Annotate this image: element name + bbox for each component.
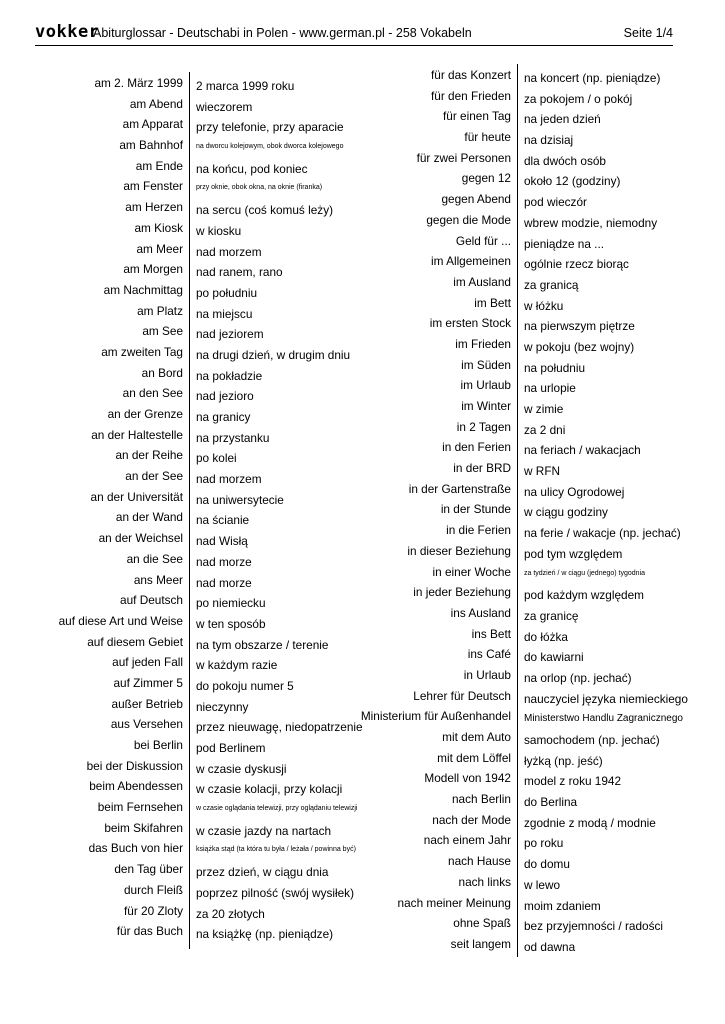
- polish-translation: wbrew modzie, niemodny: [524, 215, 658, 230]
- polish-translation: w RFN: [524, 464, 561, 479]
- polish-translation: po kolei: [196, 451, 237, 466]
- german-term: am Morgen: [123, 262, 183, 277]
- polish-translation: na ścianie: [196, 513, 250, 528]
- german-term: in dieser Beziehung: [407, 543, 511, 558]
- polish-translation: na książkę (np. pieniądze): [196, 927, 334, 942]
- polish-translation: w czasie dyskusji: [196, 761, 287, 776]
- polish-translation: na końcu, pod koniec: [196, 161, 308, 176]
- german-term: am Herzen: [125, 200, 183, 215]
- polish-translation: nad jezioro: [196, 389, 254, 404]
- german-term: in der Gartenstraße: [408, 481, 511, 496]
- german-term: am Nachmittag: [103, 282, 183, 297]
- polish-translation: do łóżka: [524, 629, 568, 644]
- german-term: seit langem: [450, 936, 511, 951]
- polish-translation: od dawna: [524, 939, 576, 954]
- german-term: an der Reihe: [115, 448, 183, 463]
- german-term: am Apparat: [122, 117, 183, 132]
- polish-translation: w pokoju (bez wojny): [524, 339, 635, 354]
- polish-translation: za granicą: [524, 277, 579, 292]
- polish-translation: na jeden dzień: [524, 112, 601, 127]
- german-term: im Bett: [474, 295, 511, 310]
- polish-translation: nad ranem, rano: [196, 265, 283, 280]
- vokker-logo: vokker: [35, 22, 100, 42]
- page-header: [35, 22, 673, 44]
- polish-translation: na orlop (np. jechać): [524, 670, 632, 685]
- german-term: auf diesem Gebiet: [87, 634, 183, 649]
- polish-translation: nad Wisłą: [196, 534, 248, 549]
- german-term: Modell von 1942: [424, 771, 511, 786]
- german-term: ins Bett: [471, 626, 511, 641]
- polish-translation: do domu: [524, 857, 570, 872]
- german-term: bei der Diskussion: [86, 758, 183, 773]
- polish-translation: na granicy: [196, 410, 251, 424]
- polish-translation: na dzisiaj: [524, 133, 574, 148]
- polish-translation: nad jeziorem: [196, 327, 264, 342]
- polish-translation: przy telefonie, przy aparacie: [196, 120, 344, 135]
- german-term: für einen Tag: [443, 109, 511, 124]
- polish-translation: pod tym względem: [524, 546, 623, 561]
- polish-translation: za tydzień / w ciągu (jednego) tygodnia: [524, 569, 646, 577]
- polish-translation: na miejscu: [196, 306, 253, 321]
- german-term: auf Deutsch: [120, 593, 183, 608]
- polish-translation: za 20 złotych: [196, 906, 265, 921]
- german-term: an der See: [125, 469, 183, 484]
- polish-translation: książka stąd (ta która tu była / leżała / powinna być): [196, 846, 356, 854]
- right-column-divider: [517, 64, 518, 957]
- german-term: im Süden: [461, 357, 511, 372]
- german-term: gegen Abend: [441, 192, 511, 207]
- polish-translation: do kawiarni: [524, 650, 584, 665]
- german-term: mit dem Auto: [442, 730, 511, 744]
- german-term: in einer Woche: [432, 564, 511, 579]
- german-term: nach einem Jahr: [423, 833, 511, 848]
- german-term: am Platz: [137, 303, 183, 318]
- polish-translation: za pokojem / o pokój: [524, 91, 633, 106]
- polish-translation: zgodnie z modą / modnie: [524, 815, 656, 830]
- polish-translation: pieniądze na ...: [524, 236, 605, 251]
- polish-translation: na południu: [524, 360, 586, 375]
- german-term: an der Haltestelle: [91, 427, 183, 442]
- german-term: in 2 Tagen: [456, 419, 511, 434]
- german-term: Lehrer für Deutsch: [413, 688, 511, 703]
- polish-translation: za 2 dni: [524, 422, 566, 437]
- polish-translation: nad morzem: [196, 472, 262, 487]
- polish-translation: do pokoju numer 5: [196, 678, 294, 693]
- polish-translation: w łóżku: [524, 298, 564, 313]
- german-term: das Buch von hier: [88, 841, 183, 856]
- polish-translation: na urlopie: [524, 381, 576, 396]
- polish-translation: przy oknie, obok okna, na oknie (firanka): [196, 184, 323, 192]
- german-term: in die Ferien: [446, 523, 511, 538]
- german-term: im Urlaub: [460, 378, 511, 393]
- polish-translation: w lewo: [524, 877, 561, 892]
- german-term: ans Meer: [133, 572, 183, 587]
- german-term: für heute: [464, 130, 511, 145]
- german-term: bei Berlin: [133, 738, 183, 752]
- polish-translation: Ministerstwo Handlu Zagranicznego: [524, 713, 683, 725]
- german-term: an die See: [126, 551, 183, 566]
- polish-translation: na przystanku: [196, 430, 270, 445]
- polish-translation: nieczynny: [196, 699, 249, 714]
- german-term: den Tag über: [114, 862, 183, 877]
- polish-translation: samochodem (np. jechać): [524, 733, 660, 747]
- polish-translation: na uniwersytecie: [196, 492, 284, 507]
- german-term: für das Buch: [116, 924, 183, 939]
- polish-translation: w czasie jazdy na nartach: [196, 823, 332, 838]
- polish-translation: poprzez pilność (swój wysiłek): [196, 885, 354, 900]
- german-term: im ersten Stock: [429, 316, 511, 331]
- german-term: für 20 Zloty: [123, 903, 183, 918]
- german-term: im Ausland: [453, 274, 511, 289]
- german-term: ins Café: [467, 647, 511, 662]
- polish-translation: dla dwóch osób: [524, 153, 606, 168]
- german-term: beim Fernsehen: [97, 800, 183, 815]
- german-term: gegen die Mode: [426, 212, 511, 227]
- polish-translation: w ciągu godziny: [524, 505, 608, 520]
- polish-translation: pod Berlinem: [196, 741, 266, 755]
- german-term: aus Versehen: [110, 717, 183, 732]
- polish-translation: na koncert (np. pieniądze): [524, 71, 661, 85]
- polish-translation: na feriach / wakacjach: [524, 443, 641, 458]
- polish-translation: w czasie oglądania telewizji, przy oglądaniu telewizji: [196, 805, 358, 813]
- german-term: an der Wand: [115, 510, 183, 525]
- polish-translation: na ferie / wakacje (np. jechać): [524, 526, 681, 541]
- polish-translation: na dworcu kolejowym, obok dworca kolejowego: [196, 143, 344, 151]
- german-term: am See: [142, 324, 183, 339]
- page-number: Seite 1/4: [623, 26, 673, 40]
- polish-translation: w ten sposób: [196, 616, 266, 631]
- german-term: an der Weichsel: [98, 531, 183, 546]
- polish-translation: w każdym razie: [196, 658, 278, 673]
- polish-translation: bez przyjemności / radości: [524, 919, 663, 934]
- polish-translation: na sercu (coś komuś leży): [196, 203, 334, 218]
- german-term: im Winter: [461, 399, 511, 413]
- polish-translation: po południu: [196, 285, 258, 300]
- german-term: am Fenster: [123, 179, 183, 194]
- polish-translation: nad morze: [196, 575, 252, 590]
- german-term: Geld für ...: [455, 233, 511, 248]
- german-term: in den Ferien: [442, 440, 511, 455]
- german-term: beim Skifahren: [104, 820, 183, 835]
- german-term: auf diese Art und Weise: [58, 613, 183, 628]
- german-term: nach links: [458, 874, 511, 889]
- german-term: am Meer: [136, 241, 183, 256]
- german-term: in der BRD: [453, 461, 511, 476]
- polish-translation: w czasie kolacji, przy kolacji: [196, 782, 343, 797]
- german-term: in Urlaub: [463, 667, 511, 682]
- polish-translation: na pierwszym piętrze: [524, 319, 635, 334]
- german-term: am Ende: [135, 158, 183, 173]
- german-term: am zweiten Tag: [101, 344, 183, 359]
- polish-translation: wieczorem: [196, 99, 253, 114]
- polish-translation: nad morzem: [196, 244, 262, 259]
- german-term: in der Stunde: [440, 502, 511, 517]
- german-term: nach Berlin: [451, 792, 511, 807]
- german-term: für den Frieden: [430, 88, 511, 103]
- german-term: in jeder Beziehung: [413, 585, 511, 600]
- german-term: beim Abendessen: [89, 779, 183, 794]
- german-term: durch Fleiß: [123, 882, 183, 897]
- polish-translation: moim zdaniem: [524, 898, 601, 913]
- german-term: auf jeden Fall: [112, 655, 183, 670]
- german-term: ins Ausland: [450, 605, 511, 620]
- german-term: an den See: [122, 386, 183, 401]
- german-term: außer Betrieb: [111, 696, 183, 711]
- header-rule: [35, 45, 673, 46]
- polish-translation: pod wieczór: [524, 195, 587, 210]
- german-term: im Allgemeinen: [431, 254, 511, 269]
- german-term: am 2. März 1999: [94, 76, 183, 90]
- polish-translation: 2 marca 1999 roku: [196, 79, 295, 93]
- german-term: am Kiosk: [134, 220, 183, 235]
- polish-translation: za granicę: [524, 608, 579, 623]
- polish-translation: około 12 (godziny): [524, 174, 621, 189]
- polish-translation: w kiosku: [196, 223, 242, 238]
- polish-translation: ogólnie rzecz biorąc: [524, 257, 629, 272]
- polish-translation: w zimie: [524, 402, 564, 416]
- polish-translation: nauczyciel języka niemieckiego: [524, 691, 688, 706]
- polish-translation: pod każdym względem: [524, 588, 644, 603]
- polish-translation: przez nieuwagę, niedopatrzenie: [196, 720, 363, 735]
- polish-translation: na pokładzie: [196, 368, 263, 383]
- polish-translation: nad morze: [196, 554, 252, 569]
- document-title: Abiturglossar - Deutschabi in Polen - www.german.pl - 258 Vokabeln: [93, 26, 472, 40]
- german-term: an der Universität: [90, 489, 183, 504]
- polish-translation: do Berlina: [524, 795, 578, 810]
- polish-translation: po niemiecku: [196, 596, 266, 611]
- german-term: für zwei Personen: [416, 150, 511, 165]
- polish-translation: na ulicy Ogrodowej: [524, 484, 625, 499]
- polish-translation: łyżką (np. jeść): [524, 753, 603, 768]
- german-term: am Bahnhof: [119, 138, 183, 153]
- polish-translation: po roku: [524, 836, 564, 851]
- polish-translation: przez dzień, w ciągu dnia: [196, 865, 329, 880]
- german-term: an der Grenze: [107, 407, 183, 421]
- german-term: Ministerium für Außenhandel: [360, 709, 511, 724]
- german-term: für das Konzert: [431, 68, 511, 82]
- german-term: an Bord: [141, 365, 183, 380]
- german-term: nach meiner Meinung: [397, 895, 511, 910]
- german-term: am Abend: [129, 96, 183, 111]
- german-term: auf Zimmer 5: [113, 675, 183, 690]
- german-term: im Frieden: [455, 336, 511, 351]
- polish-translation: na drugi dzień, w drugim dniu: [196, 347, 351, 362]
- german-term: ohne Spaß: [453, 916, 511, 931]
- german-term: nach der Mode: [432, 812, 511, 827]
- polish-translation: model z roku 1942: [524, 774, 622, 789]
- german-term: gegen 12: [461, 171, 511, 186]
- german-term: nach Hause: [448, 854, 511, 869]
- polish-translation: na tym obszarze / terenie: [196, 637, 329, 652]
- left-column-divider: [189, 72, 190, 949]
- german-term: mit dem Löffel: [437, 750, 511, 765]
